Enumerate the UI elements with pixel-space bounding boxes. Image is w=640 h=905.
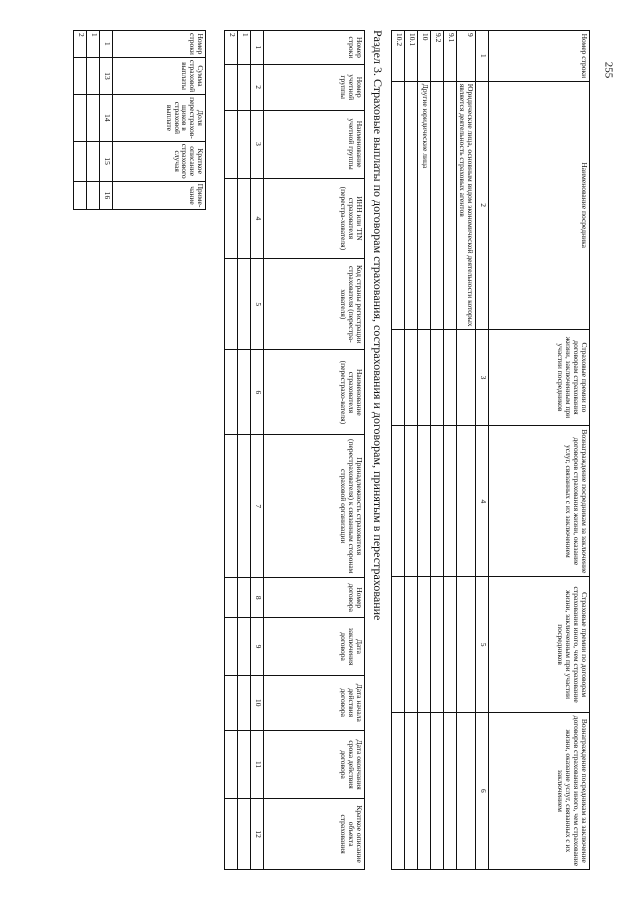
- table-cell: [444, 712, 457, 869]
- table-row: [431, 31, 444, 870]
- table-cell: [405, 712, 418, 869]
- table-cell: [392, 712, 405, 869]
- table-cell: 9.2: [431, 31, 444, 82]
- table-cell: [225, 675, 238, 730]
- table-cell: 1: [87, 31, 100, 58]
- table-cell: 2: [74, 31, 87, 58]
- table-cell: [405, 426, 418, 577]
- column-header: Краткое описание страхового случая: [113, 141, 206, 181]
- column-header: Приме-чание: [113, 181, 206, 210]
- table-cell: [418, 329, 431, 426]
- table-cell: [238, 578, 251, 618]
- column-header: Номер строки: [113, 31, 206, 58]
- payments-table: [224, 30, 365, 870]
- table-cell: 2: [225, 31, 238, 65]
- table-row: [457, 31, 476, 870]
- column-number: 7: [251, 435, 264, 578]
- column-number: 3: [251, 110, 264, 178]
- table-row: [418, 31, 431, 870]
- table-cell: [238, 730, 251, 798]
- table-cell: [225, 64, 238, 110]
- table-cell: [392, 329, 405, 426]
- column-number: 16: [100, 181, 113, 210]
- table-header-row: [489, 31, 590, 870]
- column-header: Дата окончания срока действия договора: [264, 730, 365, 798]
- table-cell: [405, 577, 418, 712]
- table-cell: [225, 799, 238, 870]
- table-cell: [225, 578, 238, 618]
- column-header: Наименование учетной группы: [264, 110, 365, 178]
- table-cell: [431, 81, 444, 329]
- column-number: 11: [251, 730, 264, 798]
- column-number: 12: [251, 799, 264, 870]
- table-cell: [74, 181, 87, 210]
- payments-continuation-table: [73, 30, 206, 210]
- column-header: Номер учетной группы: [264, 64, 365, 110]
- column-header: Номер договора: [264, 578, 365, 618]
- column-number-row: [476, 31, 489, 870]
- table-cell: [431, 329, 444, 426]
- column-header: Дата заключения договора: [264, 618, 365, 675]
- column-header: Дата начала действия договора: [264, 675, 365, 730]
- column-number: 1: [251, 31, 264, 65]
- table-cell: [238, 178, 251, 259]
- column-header: ИНН или TIN страхователя (перестра-хователя): [264, 178, 365, 259]
- column-number: 4: [251, 178, 264, 259]
- column-header: Сумма страховой выплаты: [113, 57, 206, 94]
- column-number: 8: [251, 578, 264, 618]
- section-3-title: Раздел 3. Страховые выплаты по договорам страхования, сострахования и договорам, принятым в перестрахование: [371, 30, 386, 621]
- table-cell: 10.1: [405, 31, 418, 82]
- table-cell: [74, 57, 87, 94]
- table-row: [444, 31, 457, 870]
- rotated-content: [73, 30, 590, 870]
- page-number: 255: [601, 61, 614, 79]
- column-header: Код страны регистрации страхователя (перестра-хователя): [264, 259, 365, 350]
- table-cell: [238, 618, 251, 675]
- table-cell: [418, 426, 431, 577]
- column-header: Страховые премии по договорам страхования жизни, заключенным при участии посредников: [489, 329, 590, 426]
- table-cell: [418, 577, 431, 712]
- table-cell: [225, 110, 238, 178]
- column-header: Наименование страхователя (перестрахо-вателя): [264, 350, 365, 435]
- table-cell: [392, 81, 405, 329]
- table-cell: [225, 435, 238, 578]
- table-cell: [238, 259, 251, 350]
- table-cell: [87, 141, 100, 181]
- table-row: [225, 31, 238, 870]
- table-header-row: [264, 31, 365, 870]
- table-cell: [74, 95, 87, 142]
- column-number: 6: [251, 350, 264, 435]
- table-cell: [238, 64, 251, 110]
- column-number: 2: [476, 81, 489, 329]
- table-cell: [225, 618, 238, 675]
- column-number: 1: [476, 31, 489, 82]
- table-row: [405, 31, 418, 870]
- table-cell: [444, 81, 457, 329]
- column-header: Наименование посредника: [489, 81, 590, 329]
- table-cell: [238, 350, 251, 435]
- table-cell: [444, 426, 457, 577]
- column-number: 15: [100, 141, 113, 181]
- table-cell: [238, 435, 251, 578]
- table-row: [238, 31, 251, 870]
- table-header-row: [113, 31, 206, 210]
- table-cell: [392, 577, 405, 712]
- table-cell: [74, 141, 87, 181]
- table-cell: [431, 577, 444, 712]
- table-cell: 1: [238, 31, 251, 65]
- column-header: Страховые премии по договорам страхования иного, чем страхование жизни, заключенным при участии посредников: [489, 577, 590, 712]
- table-cell: [444, 577, 457, 712]
- column-header: Вознаграждение посредникам за заключение договоров страхования иного, чем страхование жизни, оказание услуг, связанных с их заключением: [489, 712, 590, 869]
- table-cell: [87, 95, 100, 142]
- table-cell: [87, 57, 100, 94]
- table-cell: [418, 712, 431, 869]
- table-row: [392, 31, 405, 870]
- table-cell: 9: [457, 31, 476, 82]
- table-cell: [225, 730, 238, 798]
- table-cell: [225, 178, 238, 259]
- table-cell: [238, 799, 251, 870]
- table-cell: [431, 712, 444, 869]
- column-number: 13: [100, 57, 113, 94]
- table-cell: [457, 712, 476, 869]
- column-number: 5: [251, 259, 264, 350]
- table-cell: [444, 329, 457, 426]
- table-cell: 10.2: [392, 31, 405, 82]
- column-number: 14: [100, 95, 113, 142]
- table-cell: [431, 426, 444, 577]
- column-header: Краткое описание объекта страхования: [264, 799, 365, 870]
- column-header: Принадлежность страхователя (перестрахователя) к связанным сторонам страховой организации: [264, 435, 365, 578]
- table-cell: Юридические лица, основным видом экономической деятельности которых является деятельность страховых агентов: [457, 81, 476, 329]
- column-number: 9: [251, 618, 264, 675]
- table-cell: [87, 181, 100, 210]
- column-header: Номер строки: [264, 31, 365, 65]
- table-cell: [238, 675, 251, 730]
- column-number: 6: [476, 712, 489, 869]
- table-cell: Другие юридические лица: [418, 81, 431, 329]
- table-cell: [405, 329, 418, 426]
- table-cell: 10: [418, 31, 431, 82]
- column-number: 3: [476, 329, 489, 426]
- table-cell: 9.1: [444, 31, 457, 82]
- table-cell: [392, 426, 405, 577]
- table-cell: [225, 259, 238, 350]
- column-header: Доля перестрахов-щиков в страховой выплате: [113, 95, 206, 142]
- table-row: [87, 31, 100, 210]
- column-number: 5: [476, 577, 489, 712]
- column-number: 1: [100, 31, 113, 58]
- intermediaries-table: [391, 30, 590, 870]
- column-number: 4: [476, 426, 489, 577]
- table-cell: [457, 426, 476, 577]
- table-cell: [405, 81, 418, 329]
- table-cell: [457, 577, 476, 712]
- table-row: [74, 31, 87, 210]
- table-cell: [457, 329, 476, 426]
- table-cell: [238, 110, 251, 178]
- column-header: Вознаграждение посредникам за заключение договоров страхования жизни, оказание услуг, связанных с их заключением: [489, 426, 590, 577]
- column-number-row: [251, 31, 264, 870]
- table-cell: [225, 350, 238, 435]
- column-header: Номер строки: [489, 31, 590, 82]
- column-number-row: [100, 31, 113, 210]
- column-number: 2: [251, 64, 264, 110]
- column-number: 10: [251, 675, 264, 730]
